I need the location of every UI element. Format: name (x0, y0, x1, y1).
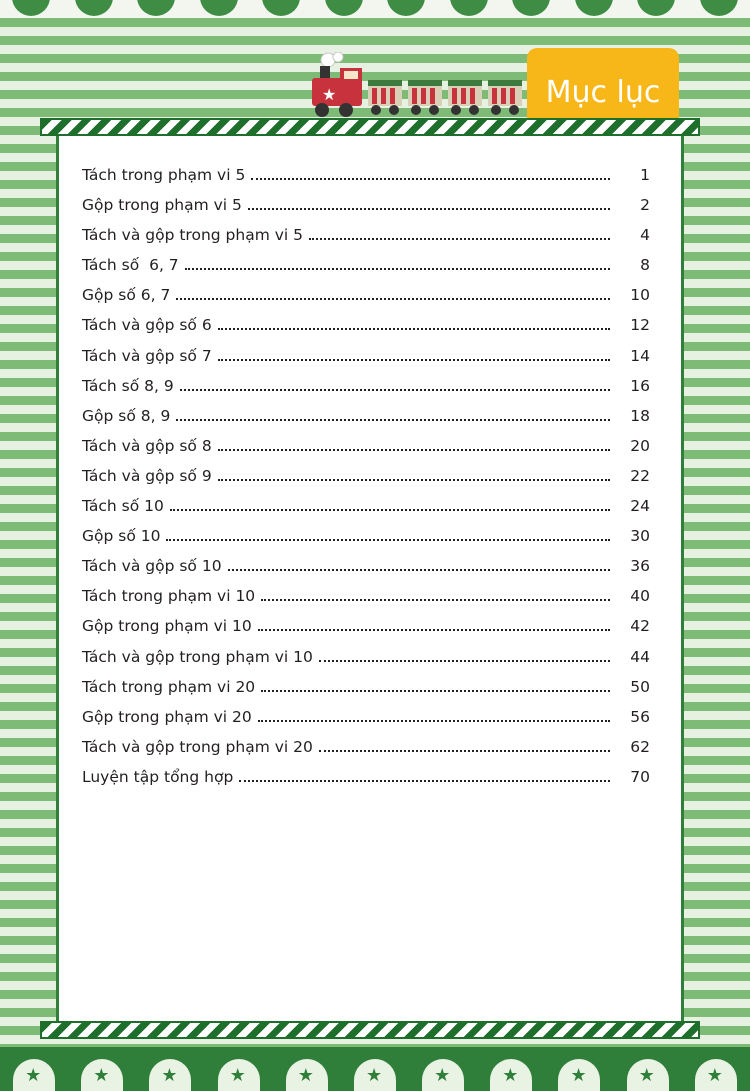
toc-entry[interactable] (82, 557, 650, 587)
toc-entry-label: Tách và gộp số 9 (82, 466, 212, 485)
toc-entry[interactable] (82, 768, 650, 798)
toc-entry-label: Gộp số 10 (82, 527, 161, 546)
toc-entry-label: Tách số 10 (82, 497, 164, 516)
toc-entry[interactable] (82, 437, 650, 467)
toc-entry-page: 44 (630, 647, 650, 666)
bottom-stripe-border (40, 1021, 700, 1039)
toc-entry-page: 36 (630, 557, 650, 576)
toc-entry-page: 50 (630, 677, 650, 696)
toc-leader-dots (309, 238, 610, 240)
toc-entry[interactable] (82, 347, 650, 377)
toc-leader-dots (261, 690, 610, 692)
toc-leader-dots (251, 178, 610, 180)
toc-entry-page: 18 (630, 406, 650, 425)
toc-entry-label: Tách trong phạm vi 20 (82, 677, 256, 696)
table-of-contents (82, 166, 650, 798)
page-title: Mục lục (545, 74, 661, 110)
toc-entry-label: Tách và gộp trong phạm vi 10 (82, 647, 313, 666)
toc-entry-page: 40 (630, 587, 650, 606)
toc-entry[interactable] (82, 256, 650, 286)
toc-leader-dots (180, 389, 610, 391)
toc-entry[interactable] (82, 527, 650, 557)
toc-entry-label: Gộp trong phạm vi 20 (82, 707, 252, 726)
toc-leader-dots (218, 479, 610, 481)
toc-leader-dots (319, 660, 610, 662)
toc-entry-page: 12 (630, 316, 650, 335)
toc-leader-dots (218, 359, 610, 361)
toc-entry[interactable] (82, 617, 650, 647)
toc-entry-label: Tách trong phạm vi 5 (82, 166, 246, 184)
toc-leader-dots (176, 298, 610, 300)
train-icon (306, 52, 528, 120)
toc-entry-page: 14 (630, 346, 650, 365)
toc-entry-page: 1 (640, 166, 650, 184)
toc-entry[interactable] (82, 587, 650, 617)
toc-entry[interactable] (82, 286, 650, 316)
toc-leader-dots (261, 599, 610, 601)
toc-entry-label: Tách số 8, 9 (82, 376, 174, 395)
toc-entry-label: Gộp trong phạm vi 10 (82, 617, 252, 636)
toc-entry-label: Tách số 6, 7 (82, 256, 179, 275)
toc-entry-page: 2 (640, 196, 650, 215)
toc-entry-label: Tách và gộp trong phạm vi 20 (82, 737, 313, 756)
toc-entry-page: 22 (630, 466, 650, 485)
toc-entry[interactable] (82, 407, 650, 437)
toc-leader-dots (218, 328, 610, 330)
top-stripe-border (40, 118, 700, 136)
toc-leader-dots (319, 750, 610, 752)
toc-entry[interactable] (82, 708, 650, 738)
toc-entry-label: Gộp trong phạm vi 5 (82, 196, 242, 215)
toc-entry[interactable] (82, 497, 650, 527)
toc-entry-page: 56 (630, 707, 650, 726)
toc-entry-label: Tách trong phạm vi 10 (82, 587, 256, 606)
bottom-scallop-border (0, 1047, 750, 1091)
toc-leader-dots (166, 539, 610, 541)
toc-leader-dots (258, 720, 610, 722)
toc-entry[interactable] (82, 678, 650, 708)
toc-entry-label: Luyện tập tổng hợp (82, 767, 234, 786)
toc-entry[interactable] (82, 738, 650, 768)
toc-entry[interactable] (82, 196, 650, 226)
toc-entry-page: 62 (630, 737, 650, 756)
toc-entry-page: 30 (630, 527, 650, 546)
toc-entry[interactable] (82, 166, 650, 196)
toc-leader-dots (170, 509, 610, 511)
toc-leader-dots (218, 449, 610, 451)
toc-entry-label: Tách và gộp số 10 (82, 557, 222, 576)
toc-entry-label: Tách và gộp số 6 (82, 316, 212, 335)
toc-entry-page: 24 (630, 497, 650, 516)
toc-entry-page: 4 (640, 226, 650, 245)
toc-entry-page: 20 (630, 436, 650, 455)
toc-entry-page: 42 (630, 617, 650, 636)
top-scallop-border (0, 0, 750, 16)
svg-text:★: ★ (322, 85, 337, 104)
toc-entry-page: 16 (630, 376, 650, 395)
toc-leader-dots (228, 569, 610, 571)
toc-leader-dots (176, 419, 610, 421)
toc-entry-label: Tách và gộp số 7 (82, 346, 212, 365)
toc-leader-dots (258, 629, 610, 631)
toc-entry-label: Tách và gộp số 8 (82, 436, 212, 455)
toc-entry-page: 10 (630, 286, 650, 305)
toc-entry-label: Tách và gộp trong phạm vi 5 (82, 226, 303, 245)
toc-leader-dots (248, 208, 610, 210)
toc-entry-page: 8 (640, 256, 650, 275)
toc-entry-label: Gộp số 8, 9 (82, 406, 171, 425)
toc-leader-dots (239, 780, 610, 782)
toc-entry[interactable] (82, 467, 650, 497)
toc-entry[interactable] (82, 648, 650, 678)
toc-entry[interactable] (82, 377, 650, 407)
toc-entry-page: 70 (630, 767, 650, 786)
toc-leader-dots (185, 268, 610, 270)
toc-entry[interactable] (82, 316, 650, 346)
toc-entry[interactable] (82, 226, 650, 256)
toc-entry-label: Gộp số 6, 7 (82, 286, 171, 305)
